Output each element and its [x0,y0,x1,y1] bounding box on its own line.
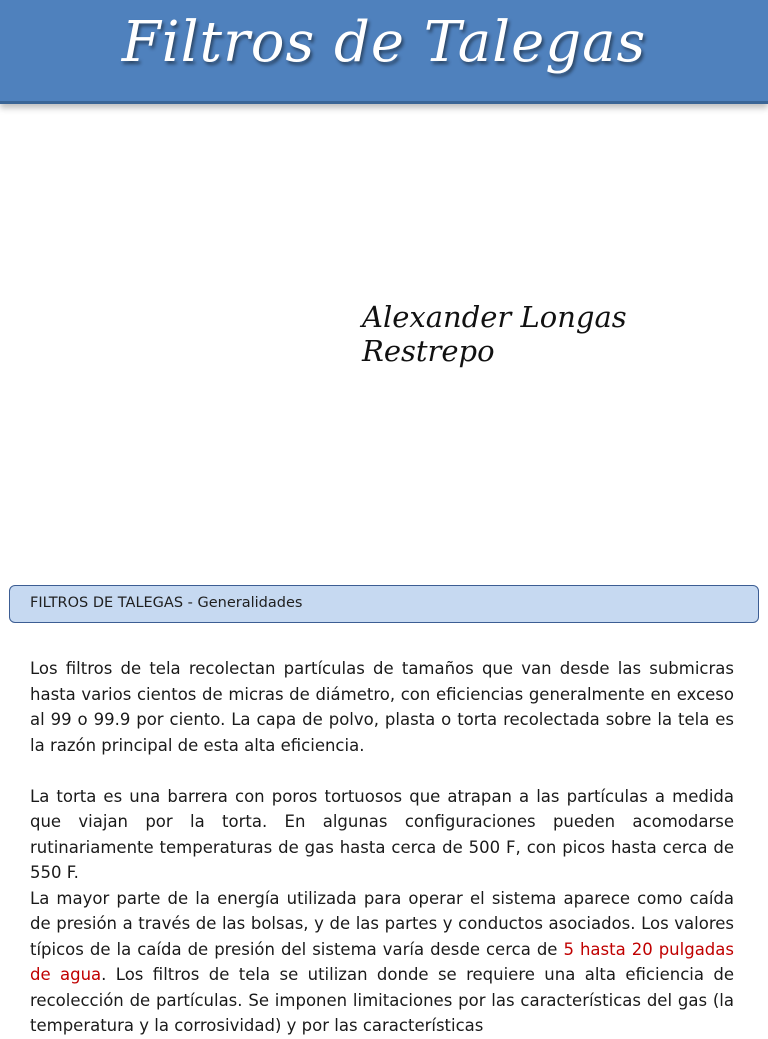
title-bar [0,0,768,104]
paragraph-2: La torta es una barrera con poros tortuosos que atrapan a las partículas a medida que viajan por la torta. En algunas configuraciones pueden acomodarse rutinariamente temperaturas de gas hasta cerca de 500 F, con picos hasta cerca de 550 F. [30,786,734,882]
section-heading: FILTROS DE TALEGAS - Generalidades [30,595,303,611]
section-header [9,585,759,623]
paragraph-3-end: . Los filtros de tela se utilizan donde se requiere una alta eficiencia de recolección de partículas. Se imponen limitaciones por las características del gas (la temperatura y la corrosividad) y por las características [30,965,734,1035]
author-name: Alexander Longas Restrepo [362,300,627,368]
pressure-drop-highlight: 5 hasta 20 pulgadas de agua [30,939,734,984]
page-title: Filtros de Talegas [121,10,647,75]
paragraph-3-start: La mayor parte de la energía utilizada para operar el sistema aparece como caída de presión a través de las bolsas, y de las partes y conductos asociados. Los valores típicos de la caída de presión del sistema varía desde cerca de [30,888,734,959]
body-text [30,656,734,1039]
paragraph-3 [30,886,734,1039]
paragraph-1: Los filtros de tela recolectan partículas de tamaños que van desde las submicras hasta varios cientos de micras de diámetro, con eficiencias generalmente en exceso al 99 o 99.9 por ciento. La capa de polvo, plasta o torta recolectada sobre la tela es la razón principal de esta alta eficiencia. [30,659,734,755]
